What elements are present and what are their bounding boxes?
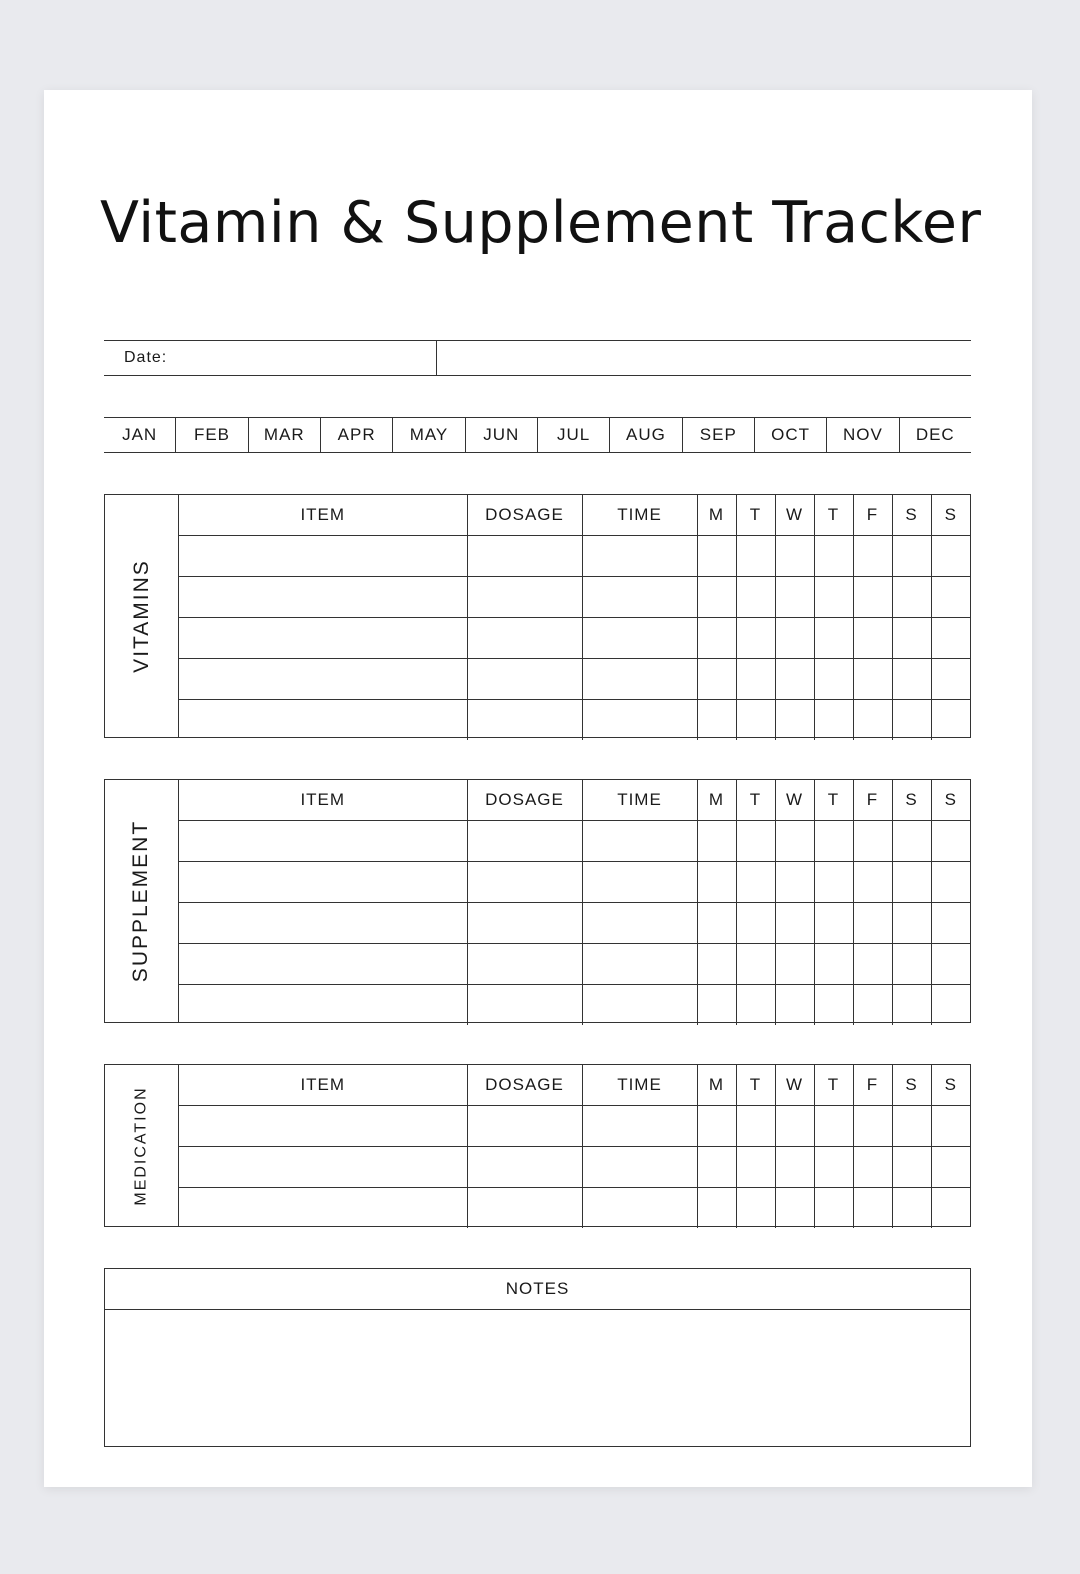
time-cell[interactable] [582, 985, 697, 1026]
day-checkbox[interactable] [931, 536, 970, 577]
day-checkbox[interactable] [931, 944, 970, 985]
day-checkbox[interactable] [736, 862, 775, 903]
dosage-header: DOSAGE [467, 1065, 582, 1106]
day-checkbox[interactable] [775, 944, 814, 985]
day-checkbox[interactable] [697, 536, 736, 577]
item-cell[interactable] [179, 944, 467, 985]
month-sep[interactable]: SEP [683, 418, 755, 452]
day-checkbox[interactable] [814, 1188, 853, 1229]
notes-heading: NOTES [105, 1269, 970, 1310]
section-label-vitamins: VITAMINS [105, 495, 179, 737]
vitamins-section [104, 494, 971, 738]
day-header: S [892, 495, 931, 536]
day-checkbox[interactable] [853, 821, 892, 862]
month-apr[interactable]: APR [321, 418, 393, 452]
day-header: S [931, 1065, 970, 1106]
day-checkbox[interactable] [775, 577, 814, 618]
dosage-cell[interactable] [467, 903, 582, 944]
dosage-cell[interactable] [467, 944, 582, 985]
time-cell[interactable] [582, 944, 697, 985]
month-aug[interactable]: AUG [610, 418, 682, 452]
table-row [179, 1188, 970, 1229]
day-checkbox[interactable] [814, 821, 853, 862]
day-checkbox[interactable] [736, 618, 775, 659]
item-cell[interactable] [179, 1147, 467, 1188]
day-header: M [697, 495, 736, 536]
item-cell[interactable] [179, 618, 467, 659]
day-checkbox[interactable] [736, 577, 775, 618]
day-checkbox[interactable] [814, 700, 853, 741]
day-checkbox[interactable] [814, 536, 853, 577]
day-checkbox[interactable] [892, 1188, 931, 1229]
day-checkbox[interactable] [736, 1147, 775, 1188]
time-cell[interactable] [582, 1188, 697, 1229]
dosage-header: DOSAGE [467, 495, 582, 536]
day-checkbox[interactable] [931, 1106, 970, 1147]
day-checkbox[interactable] [814, 985, 853, 1026]
time-cell[interactable] [582, 536, 697, 577]
date-row [104, 340, 971, 376]
day-checkbox[interactable] [892, 1147, 931, 1188]
notes-box [104, 1268, 971, 1447]
time-cell[interactable] [582, 577, 697, 618]
day-checkbox[interactable] [853, 862, 892, 903]
day-checkbox[interactable] [736, 700, 775, 741]
month-jan[interactable]: JAN [104, 418, 176, 452]
day-checkbox[interactable] [931, 1188, 970, 1229]
day-checkbox[interactable] [892, 1106, 931, 1147]
day-checkbox[interactable] [814, 1147, 853, 1188]
month-feb[interactable]: FEB [176, 418, 248, 452]
dosage-cell[interactable] [467, 821, 582, 862]
day-header: T [736, 1065, 775, 1106]
day-checkbox[interactable] [814, 944, 853, 985]
dosage-cell[interactable] [467, 618, 582, 659]
day-checkbox[interactable] [892, 821, 931, 862]
time-cell[interactable] [582, 700, 697, 741]
day-checkbox[interactable] [775, 536, 814, 577]
time-cell[interactable] [582, 1147, 697, 1188]
day-header: M [697, 1065, 736, 1106]
day-checkbox[interactable] [775, 1147, 814, 1188]
dosage-cell[interactable] [467, 700, 582, 741]
day-checkbox[interactable] [775, 618, 814, 659]
day-checkbox[interactable] [736, 659, 775, 700]
header-row [179, 495, 970, 536]
table-row [179, 944, 970, 985]
item-cell[interactable] [179, 659, 467, 700]
day-header: T [814, 780, 853, 821]
dosage-cell[interactable] [467, 862, 582, 903]
day-checkbox[interactable] [697, 577, 736, 618]
medication-section [104, 1064, 971, 1227]
day-checkbox[interactable] [931, 821, 970, 862]
day-checkbox[interactable] [775, 700, 814, 741]
day-checkbox[interactable] [853, 536, 892, 577]
day-checkbox[interactable] [931, 862, 970, 903]
day-checkbox[interactable] [853, 1147, 892, 1188]
day-checkbox[interactable] [775, 821, 814, 862]
day-checkbox[interactable] [775, 659, 814, 700]
day-checkbox[interactable] [736, 985, 775, 1026]
day-checkbox[interactable] [814, 862, 853, 903]
day-checkbox[interactable] [736, 1106, 775, 1147]
time-cell[interactable] [582, 862, 697, 903]
vitamins-table [179, 495, 970, 740]
item-header: ITEM [179, 495, 467, 536]
day-checkbox[interactable] [892, 536, 931, 577]
dosage-cell[interactable] [467, 1147, 582, 1188]
notes-area[interactable] [105, 1310, 970, 1446]
day-header: W [775, 780, 814, 821]
day-checkbox[interactable] [892, 700, 931, 741]
table-row [179, 862, 970, 903]
time-cell[interactable] [582, 659, 697, 700]
day-checkbox[interactable] [736, 821, 775, 862]
day-checkbox[interactable] [697, 1106, 736, 1147]
time-cell[interactable] [582, 618, 697, 659]
date-label: Date: [104, 341, 437, 375]
month-dec[interactable]: DEC [915, 425, 955, 444]
day-checkbox[interactable] [697, 821, 736, 862]
day-header: S [931, 780, 970, 821]
day-checkbox[interactable] [697, 1147, 736, 1188]
day-header: F [853, 1065, 892, 1106]
table-row [179, 700, 970, 741]
section-label-supplement: SUPPLEMENT [105, 780, 179, 1022]
day-checkbox[interactable] [931, 700, 970, 741]
day-checkbox[interactable] [892, 577, 931, 618]
day-checkbox[interactable] [775, 862, 814, 903]
month-may[interactable]: MAY [393, 418, 465, 452]
item-cell[interactable] [179, 903, 467, 944]
day-checkbox[interactable] [697, 700, 736, 741]
day-checkbox[interactable] [697, 659, 736, 700]
month-jul[interactable]: JUL [538, 418, 610, 452]
time-cell[interactable] [582, 821, 697, 862]
day-header: F [853, 780, 892, 821]
day-checkbox[interactable] [853, 1188, 892, 1229]
day-checkbox[interactable] [931, 1147, 970, 1188]
day-header: T [736, 780, 775, 821]
supplement-table [179, 780, 970, 1025]
day-header: S [931, 495, 970, 536]
section-label-medication: MEDICATION [105, 1065, 179, 1226]
time-header: TIME [582, 495, 697, 536]
day-checkbox[interactable] [892, 862, 931, 903]
day-checkbox[interactable] [697, 944, 736, 985]
day-checkbox[interactable] [931, 903, 970, 944]
day-checkbox[interactable] [775, 985, 814, 1026]
day-header: W [775, 1065, 814, 1106]
day-header: S [892, 1065, 931, 1106]
day-checkbox[interactable] [892, 903, 931, 944]
day-checkbox[interactable] [892, 944, 931, 985]
day-checkbox[interactable] [697, 985, 736, 1026]
item-cell[interactable] [179, 536, 467, 577]
day-header: F [853, 495, 892, 536]
day-checkbox[interactable] [892, 985, 931, 1026]
header-row [179, 780, 970, 821]
medication-table [179, 1065, 970, 1228]
time-header: TIME [582, 1065, 697, 1106]
day-checkbox[interactable] [736, 536, 775, 577]
item-cell[interactable] [179, 862, 467, 903]
day-checkbox[interactable] [775, 1188, 814, 1229]
day-checkbox[interactable] [814, 618, 853, 659]
day-checkbox[interactable] [697, 1188, 736, 1229]
header-row [179, 1065, 970, 1106]
day-checkbox[interactable] [814, 659, 853, 700]
table-row [179, 577, 970, 618]
item-cell[interactable] [179, 1188, 467, 1229]
day-checkbox[interactable] [892, 659, 931, 700]
day-checkbox[interactable] [853, 985, 892, 1026]
day-header: T [814, 1065, 853, 1106]
dosage-cell[interactable] [467, 536, 582, 577]
table-row [179, 903, 970, 944]
page-title: Vitamin & Supplement Tracker [100, 190, 982, 256]
day-header: W [775, 495, 814, 536]
item-cell[interactable] [179, 985, 467, 1026]
month-jun[interactable]: JUN [466, 418, 538, 452]
day-checkbox[interactable] [853, 1106, 892, 1147]
day-checkbox[interactable] [814, 903, 853, 944]
dosage-cell[interactable] [467, 577, 582, 618]
day-checkbox[interactable] [853, 944, 892, 985]
table-row [179, 1147, 970, 1188]
time-cell[interactable] [582, 1106, 697, 1147]
day-header: S [892, 780, 931, 821]
day-checkbox[interactable] [931, 659, 970, 700]
month-oct[interactable]: OCT [755, 418, 827, 452]
day-checkbox[interactable] [697, 862, 736, 903]
item-cell[interactable] [179, 700, 467, 741]
time-cell[interactable] [582, 903, 697, 944]
month-nov[interactable]: NOV [827, 418, 899, 452]
day-checkbox[interactable] [775, 903, 814, 944]
item-cell[interactable] [179, 577, 467, 618]
dosage-cell[interactable] [467, 1188, 582, 1229]
day-checkbox[interactable] [892, 618, 931, 659]
item-cell[interactable] [179, 821, 467, 862]
table-row [179, 821, 970, 862]
day-checkbox[interactable] [931, 577, 970, 618]
month-mar[interactable]: MAR [249, 418, 321, 452]
table-row [179, 536, 970, 577]
item-header: ITEM [179, 1065, 467, 1106]
table-row [179, 618, 970, 659]
table-row [179, 1106, 970, 1147]
day-checkbox[interactable] [814, 1106, 853, 1147]
day-checkbox[interactable] [814, 577, 853, 618]
time-header: TIME [582, 780, 697, 821]
month-selector [104, 417, 971, 453]
table-row [179, 985, 970, 1026]
day-checkbox[interactable] [853, 700, 892, 741]
item-cell[interactable] [179, 1106, 467, 1147]
day-checkbox[interactable] [697, 903, 736, 944]
day-checkbox[interactable] [853, 659, 892, 700]
day-checkbox[interactable] [736, 1188, 775, 1229]
tracker-sheet [44, 90, 1032, 1487]
day-checkbox[interactable] [736, 944, 775, 985]
day-checkbox[interactable] [853, 618, 892, 659]
item-header: ITEM [179, 780, 467, 821]
day-checkbox[interactable] [697, 618, 736, 659]
supplement-section [104, 779, 971, 1023]
day-header: T [814, 495, 853, 536]
day-checkbox[interactable] [931, 985, 970, 1026]
day-checkbox[interactable] [853, 577, 892, 618]
dosage-header: DOSAGE [467, 780, 582, 821]
table-row [179, 659, 970, 700]
day-checkbox[interactable] [853, 903, 892, 944]
dosage-cell[interactable] [467, 659, 582, 700]
dosage-cell[interactable] [467, 1106, 582, 1147]
dosage-cell[interactable] [467, 985, 582, 1026]
day-header: M [697, 780, 736, 821]
day-checkbox[interactable] [775, 1106, 814, 1147]
day-header: T [736, 495, 775, 536]
day-checkbox[interactable] [736, 903, 775, 944]
day-checkbox[interactable] [931, 618, 970, 659]
